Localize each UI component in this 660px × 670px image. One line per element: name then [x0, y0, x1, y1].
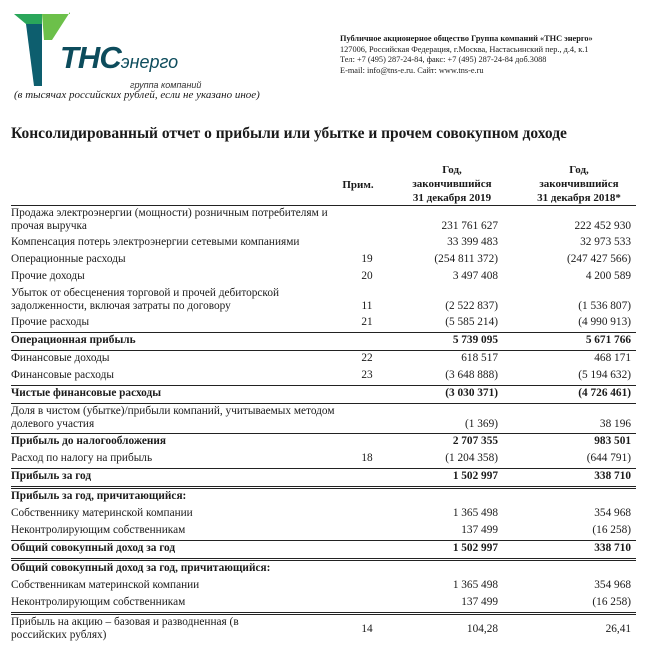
table-row: Прочие расходы 21 (5 585 214) (4 990 913)	[11, 315, 636, 333]
statement-table	[11, 206, 636, 644]
table-row: Операционные расходы 19 (254 811 372) (247 427 566)	[11, 253, 631, 265]
table-row: Общий совокупный доход за год, причитающийся:	[11, 562, 271, 574]
note-column-header: Прим.	[342, 179, 374, 191]
table-row: Убыток от обесценения торговой и прочей дебиторской задолженности, включая затраты по договору 11 (2 522 837) (1 536 807)	[11, 287, 631, 312]
table-row: Прочие доходы 20 3 497 408 4 200 589	[11, 270, 631, 282]
table-row: Прибыль за год, причитающийся:	[11, 490, 187, 502]
report-title: Консолидированный отчет о прибыли или убытке и прочем совокупном доходе	[11, 125, 567, 142]
table-row: Собственникам материнской компании 1 365 498 354 968	[11, 579, 631, 591]
table-row: Расход по налогу на прибыль 18 (1 204 358) (644 791)	[11, 451, 636, 469]
table-row: Продажа электроэнергии (мощности) розничным потребителям и прочая выручка 231 761 627 222 452 930	[11, 207, 631, 232]
logo-brand: ТНСэнерго	[60, 40, 179, 75]
table-row: Прибыль за год 1 502 997 338 710	[11, 469, 636, 489]
col-2019-header: Год, закончившийся 31 декабря 2019	[412, 164, 492, 204]
company-phone: Тел: +7 (495) 287-24-84, факс: +7 (495) 287-24-84 доб.3088	[340, 55, 547, 64]
company-address: 127006, Российская Федерация, г.Москва, Настасьинский пер., д.4, к.1	[340, 44, 589, 54]
table-row: Доля в чистом (убытке)/прибыли компаний, учитываемых методом долевого участия (1 369) 38 196	[11, 404, 636, 434]
units-note: (в тысячах российских рублей, если не указано иное)	[14, 89, 260, 101]
company-contacts: E-mail: info@tns-e.ru. Сайт: www.tns-e.ru	[340, 65, 484, 75]
logo-subtitle: группа компаний	[130, 80, 202, 90]
company-info	[340, 34, 593, 76]
table-row: Операционная прибыль 5 739 095 5 671 766	[11, 333, 636, 351]
table-row: Прибыль до налогообложения 2 707 355 983 501	[11, 435, 631, 447]
table-row: Финансовые расходы 23 (3 648 888) (5 194 632)	[11, 368, 636, 386]
table-row: Финансовые доходы 22 618 517 468 171	[11, 352, 631, 364]
table-row: Общий совокупный доход за год 1 502 997 338 710	[11, 541, 636, 561]
table-row: Неконтролирующим собственникам 137 499 (16 258)	[11, 595, 636, 615]
table-row: Компенсация потерь электроэнергии сетевыми компаниями 33 399 483 32 973 533	[11, 236, 631, 248]
table-row: Неконтролирующим собственникам 137 499 (16 258)	[11, 523, 636, 541]
table-row: Чистые финансовые расходы (3 030 371) (4 726 461)	[11, 386, 636, 404]
company-name: Публичное акционерное общество Группа компаний «ТНС энерго»	[340, 34, 593, 43]
company-logo	[12, 10, 222, 88]
table-row: Собственнику материнской компании 1 365 498 354 968	[11, 507, 631, 519]
table-row: Прибыль на акцию – базовая и разводненная (в российских рублях) 14 104,28 26,41	[11, 616, 631, 641]
col-2018-header: Год, закончившийся 31 декабря 2018*	[537, 164, 621, 204]
